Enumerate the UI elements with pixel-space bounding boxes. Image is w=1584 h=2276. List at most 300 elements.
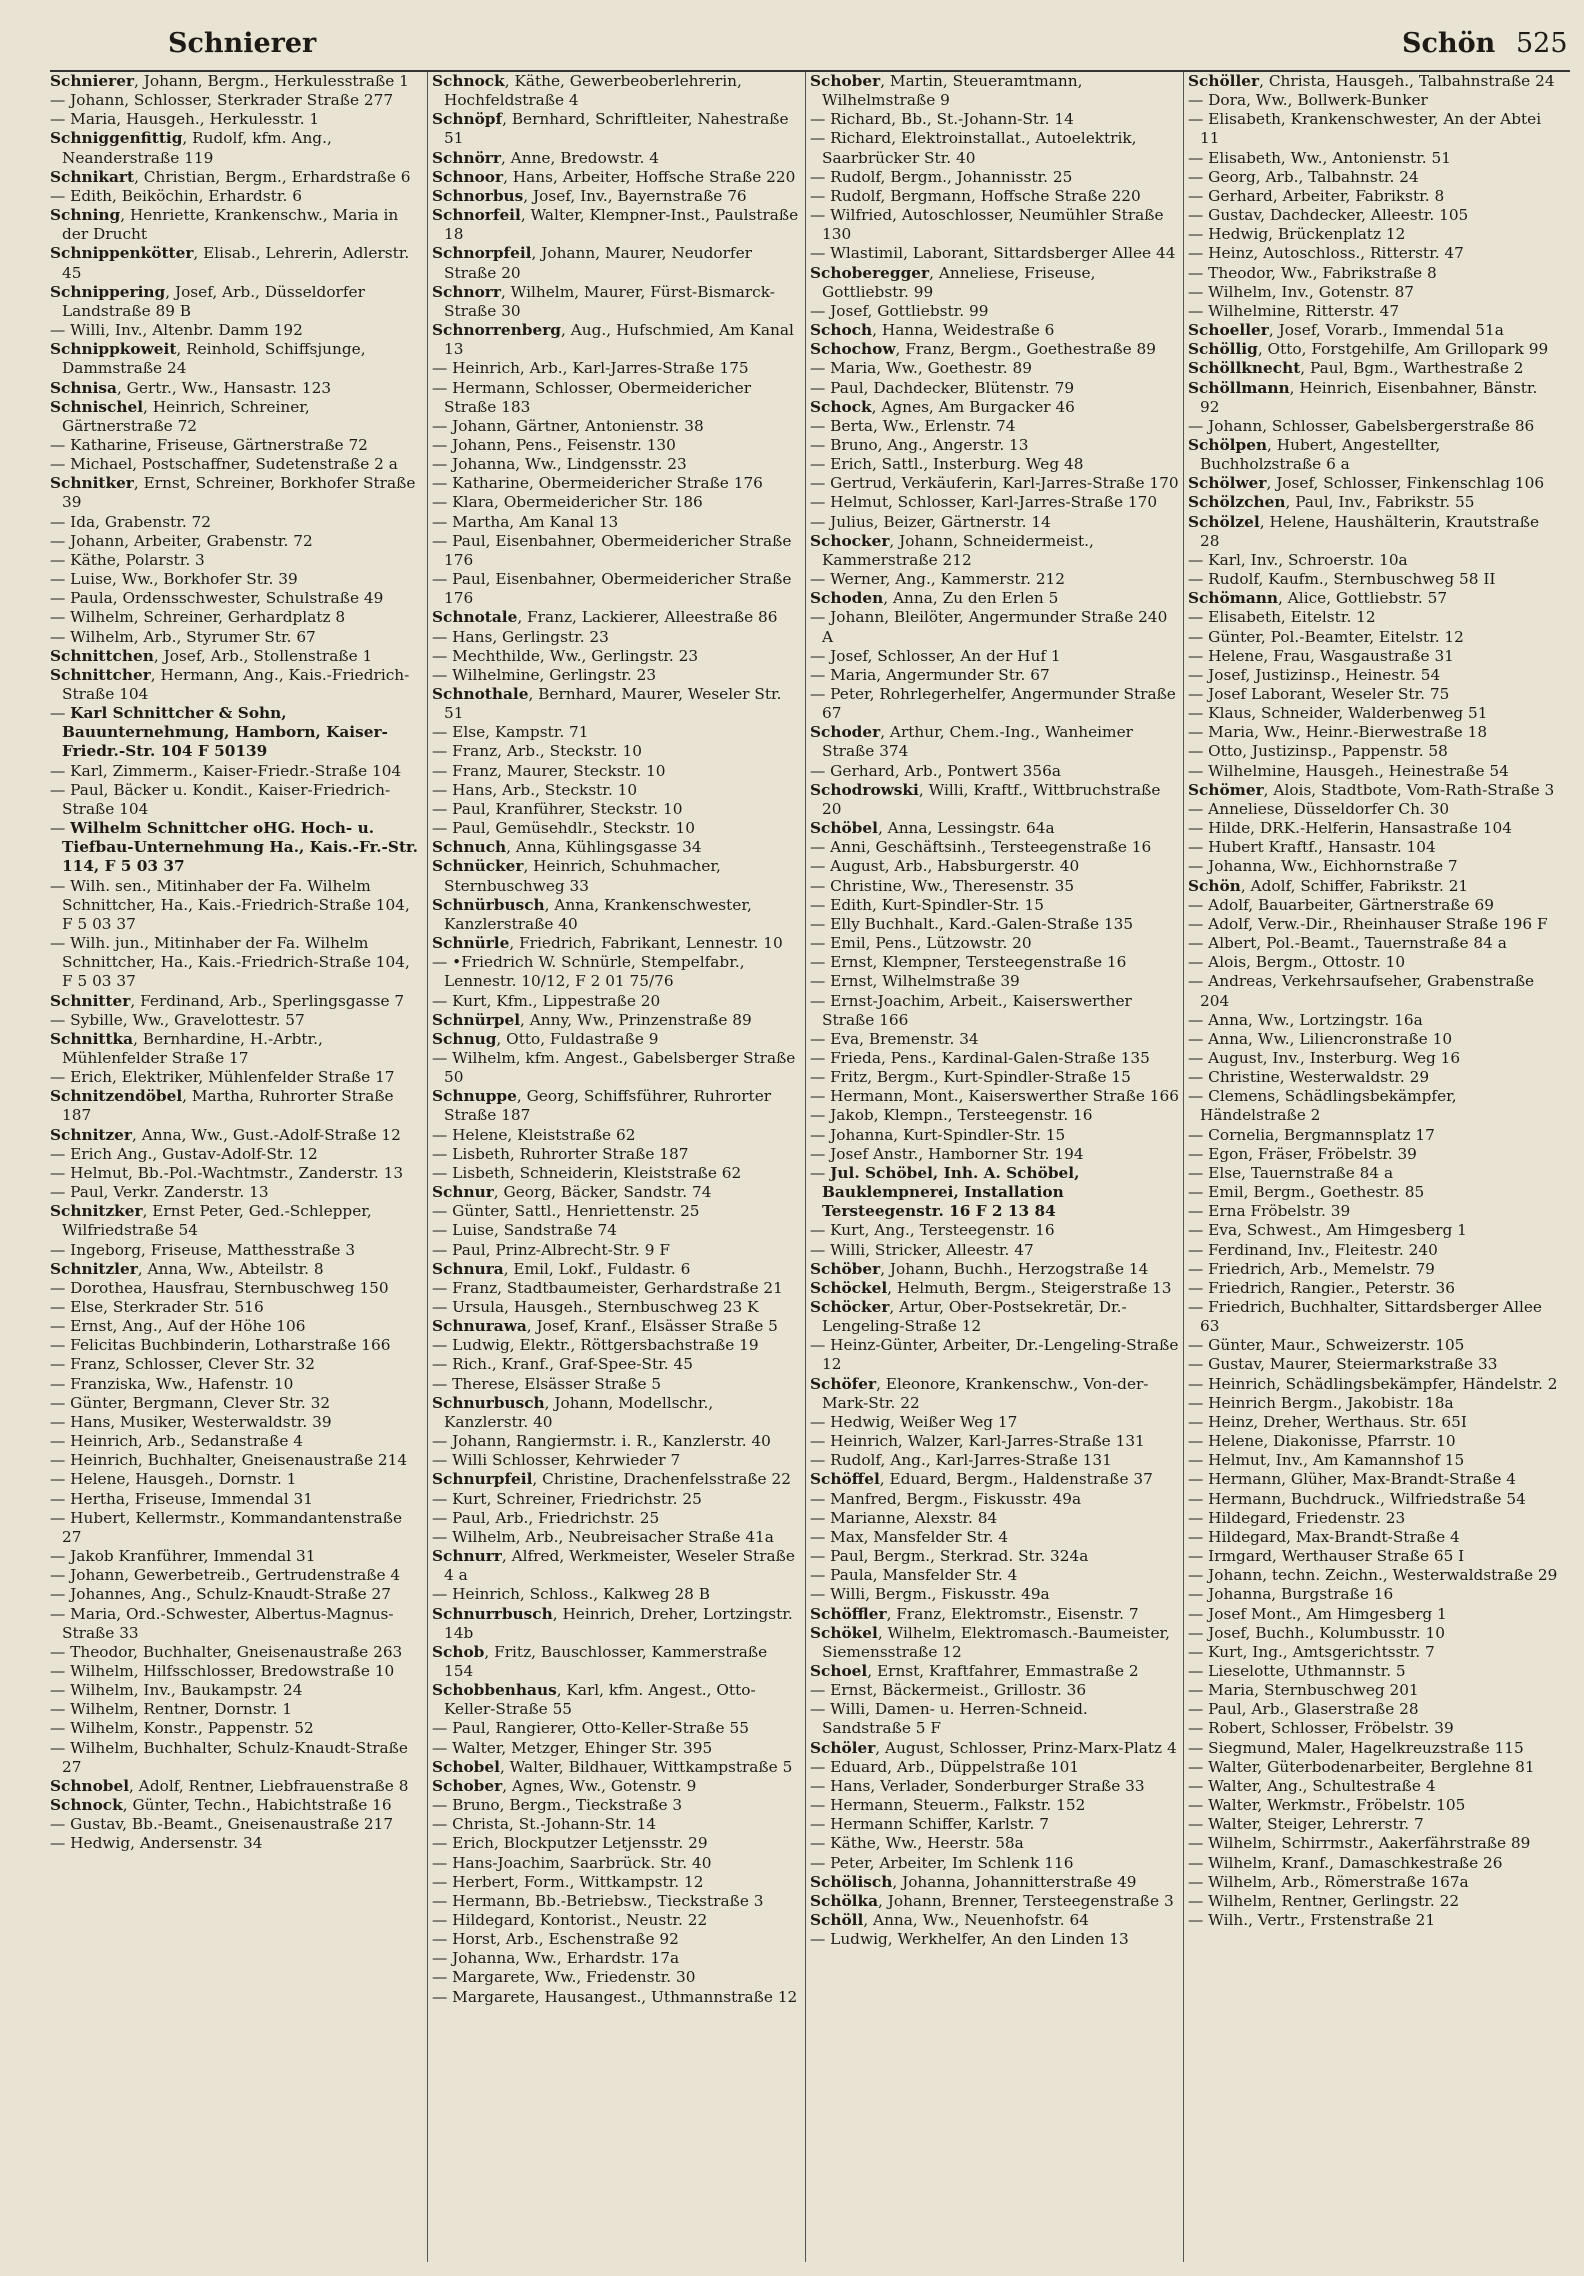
directory-entry [432,1241,801,1260]
entry-surname: Schnorpfeil [432,244,532,263]
entry-text: , Franz, Elektromstr., Eisenstr. 7 [886,1604,1139,1623]
directory-entry [1188,417,1558,436]
entry-text: Wilhelm, Schirrmstr., Aakerfährstraße 89 [1208,1834,1531,1853]
directory-entry [1188,1892,1558,1911]
directory-entry [432,1145,801,1164]
directory-entry [810,513,1179,532]
entry-surname: Schnurbusch [432,1393,545,1412]
entry-text: Klaus, Schneider, Walderbenweg 51 [1208,704,1488,723]
entry-text: Käthe, Ww., Heerstr. 58a [830,1834,1024,1853]
directory-entry [810,1221,1179,1240]
directory-entry [1188,1298,1558,1336]
entry-surname: Schnorr [432,282,501,301]
directory-entry [810,1911,1179,1930]
directory-entry [1188,953,1558,972]
directory-entry [432,1355,801,1374]
column-4 [1184,72,1562,2262]
entry-surname: Schnurpfeil [432,1470,533,1489]
entry-text: , Paul, Bgm., Warthestraße 2 [1300,359,1524,378]
entry-text: Günter, Pol.-Beamter, Eitelstr. 12 [1208,627,1464,646]
directory-entry [50,532,423,551]
entry-text: Hans, Arb., Steckstr. 10 [452,780,638,799]
directory-entry [810,1260,1179,1279]
entry-text: Kurt, Kfm., Lippestraße 20 [452,991,661,1010]
entry-surname: Schnörr [432,148,501,167]
entry-surname: Schnittka [50,1029,134,1048]
entry-text: Johann, Schlosser, Sterkrader Straße 277 [70,91,394,110]
entry-surname: Schnock [432,72,505,90]
entry-text: Hubert Kraftf., Hansastr. 104 [1208,838,1436,857]
entry-text: , Bernhard, Schriftleiter, Nahestraße 51 [444,110,789,148]
entry-text: , Bernhardine, H.-Arbtr., Mühlenfelder Straße 17 [62,1029,323,1067]
entry-surname: Schnock [50,1796,123,1815]
entry-text: Paul, Verkr. Zanderstr. 13 [70,1183,269,1202]
directory-entry [810,1854,1179,1873]
entry-surname: Schnöpf [432,110,503,129]
entry-text: , Anna, Krankenschwester, Kanzlerstraße 40 [444,895,752,933]
entry-text: Wilhelmine, Hausgeh., Heinestraße 54 [1208,761,1509,780]
entry-surname: Schökel [810,1623,878,1642]
directory-entry [50,1470,423,1489]
entry-text: , Paul, Inv., Fabrikstr. 55 [1285,493,1475,512]
entry-text: Clemens, Schädlingsbekämpfer, Händelstraße 2 [1200,1087,1457,1125]
entry-text: Bruno, Ang., Angerstr. 13 [830,435,1029,454]
directory-entry [432,1490,801,1509]
entry-surname: Schnürle [432,934,510,953]
entry-text: Hermann, Bb.-Betriebsw., Tieckstraße 3 [452,1891,764,1910]
directory-entry [810,838,1179,857]
directory-entry [50,934,423,991]
entry-text: Paul, Kranführer, Steckstr. 10 [452,799,683,818]
entry-text: Josef, Buchh., Kolumbusstr. 10 [1208,1623,1445,1642]
directory-entry [1188,723,1558,742]
directory-entry [432,1470,801,1489]
directory-entry [432,781,801,800]
entry-text: Wilhelmine, Ritterstr. 47 [1208,301,1400,320]
directory-entry [50,1777,423,1796]
entry-surname: Schnittcher [50,665,151,684]
entry-text: Horst, Arb., Eschenstraße 92 [452,1930,679,1949]
directory-entry [50,1126,423,1145]
directory-entry [50,1509,423,1547]
directory-entry [50,819,423,876]
directory-entry [810,1777,1179,1796]
directory-entry [50,1298,423,1317]
entry-text: Christa, St.-Johann-Str. 14 [452,1815,657,1834]
entry-text: Erna Fröbelstr. 39 [1208,1202,1351,1221]
directory-entry [50,1202,423,1240]
entry-text: Wilhelm, Rentner, Dornstr. 1 [70,1700,292,1719]
entry-text: Karl, Zimmerm., Kaiser-Friedr.-Straße 104 [70,761,402,780]
directory-entry [432,110,801,148]
directory-entry [810,992,1179,1030]
page-number: 525 [1516,28,1568,59]
entry-text: Else, Tauernstraße 84 a [1208,1163,1394,1182]
directory-entry [1188,1221,1558,1240]
entry-surname: Schnoor [432,167,504,186]
entry-text: , Martha, Ruhrorter Straße 187 [62,1087,394,1125]
entry-surname: Schöller [1188,72,1260,90]
directory-entry [432,762,801,781]
entry-surname: Schöll [810,1911,864,1929]
entry-text: Heinz-Günter, Arbeiter, Dr.-Lengeling-Straße 12 [822,1336,1179,1374]
entry-text: , Anne, Bredowstr. 4 [500,148,659,167]
directory-entry [1188,72,1558,91]
directory-entry [810,819,1179,838]
entry-surname: Schölpen [1188,435,1268,454]
entry-text: Marianne, Alexstr. 84 [830,1508,998,1527]
entry-surname: Schoeller [1188,321,1269,340]
entry-surname: Schölka [810,1891,879,1910]
directory-entry [50,570,423,589]
directory-entry [1188,1470,1558,1489]
directory-entry [1188,896,1558,915]
entry-text: Johann, Gewerbetreib., Gertrudenstraße 4 [70,1566,401,1585]
directory-entry [432,1030,801,1049]
directory-entry [810,398,1179,417]
directory-entry [432,1317,801,1336]
entry-text: , Artur, Ober-Postsekretär, Dr.-Lengeling-Straße 12 [822,1298,1127,1336]
entry-text: , Henriette, Krankenschw., Maria in der Drucht [62,206,399,244]
directory-entry [432,474,801,493]
directory-entry [1188,704,1558,723]
directory-entry [1188,1605,1558,1624]
entry-text: Elisabeth, Krankenschwester, An der Abtei 11 [1200,110,1542,148]
directory-entry [50,1030,423,1068]
directory-entry [810,1279,1179,1298]
entry-text: , Bernhard, Maurer, Weseler Str. 51 [444,685,782,723]
directory-entry [432,513,801,532]
entry-text: Hilde, DRK.-Helferin, Hansastraße 104 [1208,819,1512,838]
directory-entry [50,1183,423,1202]
directory-entry [1188,1451,1558,1470]
entry-surname: Schnorrenberg [432,321,561,340]
directory-entry [1188,647,1558,666]
directory-entry [50,340,423,378]
entry-text: Hermann, Buchdruck., Wilfriedstraße 54 [1208,1489,1526,1508]
entry-text: , Franz, Bergm., Goethestraße 89 [895,340,1156,359]
directory-entry [432,1681,801,1719]
directory-entry [1188,570,1558,589]
entry-text: Hermann Schiffer, Karlstr. 7 [830,1815,1049,1834]
directory-entry [432,1336,801,1355]
header-left-title: Schnierer [168,28,317,59]
directory-entry [810,1298,1179,1336]
directory-entry [432,608,801,627]
entry-text: Friedrich, Arb., Memelstr. 79 [1208,1259,1435,1278]
entry-surname: Schnorfeil [432,206,521,225]
directory-entry [432,1719,801,1738]
entry-text: , Willi, Kraftf., Wittbruchstraße 20 [822,780,1161,818]
entry-text: Jakob Kranführer, Immendal 31 [70,1547,316,1566]
entry-text: Hermann, Steuerm., Falkstr. 152 [830,1796,1086,1815]
entry-text: Richard, Bb., St.-Johann-Str. 14 [830,110,1074,129]
entry-text: Luise, Ww., Borkhofer Str. 39 [70,570,298,589]
directory-entry [50,1432,423,1451]
entry-text: August, Arb., Habsburgerstr. 40 [830,857,1080,876]
entry-text: Ida, Grabenstr. 72 [70,512,212,531]
entry-text: Josef Anstr., Hamborner Str. 194 [830,1144,1084,1163]
entry-text: Johann, Arbeiter, Grabenstr. 72 [70,531,313,550]
entry-text: Johanna, Ww., Eichhornstraße 7 [1208,857,1458,876]
directory-entry [432,570,801,608]
entry-text: , Walter, Klempner-Inst., Paulstraße 18 [444,206,799,244]
directory-entry [432,628,801,647]
entry-surname: Schnippenkötter [50,244,194,263]
directory-entry [1188,244,1558,263]
directory-entry [432,1873,801,1892]
entry-text: Klara, Obermeidericher Str. 186 [452,493,703,512]
directory-entry [1188,1126,1558,1145]
directory-entry [50,1145,423,1164]
entry-text: Wilhelm, Inv., Gotenstr. 87 [1208,282,1415,301]
directory-entry [50,1068,423,1087]
entry-text: Wilhelm, Hilfsschlosser, Bredowstraße 10 [70,1661,395,1680]
entry-surname: Schnura [432,1259,504,1278]
entry-surname: Schobbenhaus [432,1681,557,1700]
directory-entry [1188,1815,1558,1834]
directory-entry [810,1930,1179,1949]
entry-text: Max, Mansfelder Str. 4 [830,1527,1009,1546]
directory-entry [1188,628,1558,647]
directory-entry [432,72,801,110]
entry-text: Richard, Elektroinstallat., Autoelektrik, Saarbrücker Str. 40 [822,129,1137,167]
entry-text: , Alice, Gottliebstr. 57 [1278,589,1448,608]
directory-entry [1188,1796,1558,1815]
entry-text: , Fritz, Bauschlosser, Kammerstraße 154 [444,1642,768,1680]
directory-entry [810,1662,1179,1681]
entry-text: Wilhelm, Arb., Neubreisacher Straße 41a [452,1527,774,1546]
entry-text: , Adolf, Rentner, Liebfrauenstraße 8 [129,1776,409,1795]
entry-surname: Schober [810,72,881,90]
entry-text: Edith, Beiköchin, Erhardstr. 6 [70,186,302,205]
directory-entry [810,1892,1179,1911]
directory-entry [1188,1432,1558,1451]
directory-entry [1188,1662,1558,1681]
entry-text: Willi, Stricker, Alleestr. 47 [830,1240,1034,1259]
entry-surname: Schochow [810,340,896,359]
entry-text: , Christine, Drachenfelsstraße 22 [532,1470,791,1489]
directory-entry [810,1585,1179,1604]
directory-entry [810,608,1179,646]
directory-entry [1188,168,1558,187]
directory-entry [432,1183,801,1202]
entry-text: Christine, Ww., Theresenstr. 35 [830,876,1075,895]
entry-surname: Schnurr [432,1547,502,1566]
entry-surname: Schobel [432,1757,500,1776]
entry-text: Hildegard, Kontorist., Neustr. 22 [452,1911,708,1929]
entry-surname: Schnothale [432,685,529,703]
entry-text: , Emil, Lokf., Fuldastr. 6 [503,1259,691,1278]
directory-entry [810,110,1179,129]
entry-surname: Schnippering [50,282,166,301]
directory-entry [50,551,423,570]
entry-text: Therese, Elsässer Straße 5 [452,1374,662,1393]
entry-text: August, Inv., Insterburg. Weg 16 [1208,1048,1461,1067]
entry-text: , Johann, Buchh., Herzogstraße 14 [880,1259,1149,1278]
directory-entry [50,1279,423,1298]
entry-text: Wilh. jun., Mitinhaber der Fa. Wilhelm Schnittcher, Ha., Kais.-Friedrich-Straße 104, F 5 03 37 [62,934,410,991]
directory-entry [1188,819,1558,838]
entry-text: , Käthe, Gewerbeoberlehrerin, Hochfeldstraße 4 [444,72,742,110]
directory-entry [50,781,423,819]
directory-entry [1188,1834,1558,1853]
directory-entry [810,762,1179,781]
directory-entry [50,1605,423,1643]
entry-surname: Schömann [1188,589,1279,608]
directory-entry [432,1739,801,1758]
entry-text: Gertrud, Verkäuferin, Karl-Jarres-Straße 170 [830,474,1179,493]
entry-surname: Schnuch [432,838,507,857]
entry-text: Günter, Bergmann, Clever Str. 32 [70,1393,331,1412]
directory-entry [1188,225,1558,244]
entry-surname: Schning [50,206,121,225]
directory-entry [810,455,1179,474]
entry-text: , Hanna, Weidestraße 6 [872,321,1055,340]
entry-text: , Johann, Maurer, Neudorfer Straße 20 [444,244,752,282]
entry-text: Michael, Postschaffner, Sudetenstraße 2 a [70,455,398,474]
entry-text: Anna, Ww., Lortzingstr. 16a [1208,1010,1423,1029]
entry-text: Herbert, Form., Wittkampstr. 12 [452,1872,704,1891]
directory-entry [1188,742,1558,761]
directory-entry [1188,283,1558,302]
entry-text: , Alois, Stadtbote, Vom-Rath-Straße 3 [1263,780,1555,799]
entry-text: Paul, Eisenbahner, Obermeidericher Straße 176 [444,570,792,608]
directory-entry [432,321,801,359]
entry-text: Willi, Inv., Altenbr. Damm 192 [70,321,303,340]
directory-entry [810,781,1179,819]
entry-text: Wilhelm, Inv., Baukampstr. 24 [70,1681,303,1700]
entry-surname: Schodrowski [810,780,919,799]
entry-text: Josef Mont., Am Himgesberg 1 [1208,1604,1447,1623]
directory-entry [50,1815,423,1834]
directory-entry [1188,110,1558,148]
entry-text: , Alfred, Werkmeister, Weseler Straße 4 a [444,1547,795,1585]
directory-entry [432,493,801,512]
entry-text: Rudolf, Kaufm., Sternbuschweg 58 II [1208,570,1496,589]
entry-text: Siegmund, Maler, Hagelkreuzstraße 115 [1208,1738,1524,1757]
entry-text: Albert, Pol.-Beamt., Tauernstraße 84 a [1208,934,1507,953]
entry-text: Lisbeth, Schneiderin, Kleiststraße 62 [452,1163,742,1182]
directory-entry [1188,1777,1558,1796]
entry-text: Eduard, Arb., Düppelstraße 101 [830,1757,1080,1776]
directory-entry [810,1739,1179,1758]
directory-entry [810,302,1179,321]
directory-entry [1188,359,1558,378]
directory-entry [1188,1739,1558,1758]
entry-text: , Walter, Bildhauer, Wittkampstraße 5 [499,1757,793,1776]
directory-entry [1188,1375,1558,1394]
entry-surname: Schnürpel [432,1010,521,1029]
directory-entry [432,1049,801,1087]
directory-entry [50,877,423,934]
directory-entry [432,800,801,819]
entry-text: Willi, Bergm., Fiskusstr. 49a [830,1585,1050,1604]
entry-text: Elisabeth, Ww., Antonienstr. 51 [1208,148,1451,167]
column-2 [428,72,806,2262]
entry-text: , Johann, Schneidermeist., Kammerstraße 212 [822,531,1094,569]
directory-entry [810,685,1179,723]
directory-entry [432,1087,801,1125]
entry-text: Peter, Rohrlegerhelfer, Angermunder Straße 67 [822,685,1176,723]
directory-entry [432,283,801,321]
directory-entry [810,1758,1179,1777]
entry-text: Günter, Maur., Schweizerstr. 105 [1208,1336,1465,1355]
entry-text: Heinrich, Schädlingsbekämpfer, Händelstr. 2 [1208,1374,1558,1393]
entry-text: , Friedrich, Fabrikant, Lennestr. 10 [509,934,783,953]
directory-entry [432,455,801,474]
entry-surname: Schnitzendöbel [50,1087,183,1106]
directory-entry [810,340,1179,359]
entry-text: Ferdinand, Inv., Fleitestr. 240 [1208,1240,1438,1259]
directory-entry [432,379,801,417]
directory-entry [432,1834,801,1853]
directory-entry [810,877,1179,896]
entry-text: Franz, Schlosser, Clever Str. 32 [70,1355,315,1374]
directory-entry [1188,149,1558,168]
directory-entry [432,1451,801,1470]
entry-text: , Agnes, Am Burgacker 46 [871,397,1075,416]
directory-entry [1188,264,1558,283]
directory-entry [810,1796,1179,1815]
entry-surname: Schnittchen [50,646,154,665]
directory-entry [810,321,1179,340]
entry-surname: Schob [432,1642,485,1661]
directory-entry [50,1739,423,1777]
directory-entry [1188,187,1558,206]
directory-entry [1188,1355,1558,1374]
entry-text: Kurt, Ing., Amtsgerichtsstr. 7 [1208,1642,1435,1661]
directory-entry [1188,1585,1558,1604]
directory-entry [432,1968,801,1987]
directory-entry [50,321,423,340]
directory-entry [50,244,423,282]
directory-entry [50,1834,423,1853]
directory-entry [810,1834,1179,1853]
entry-text: Lisbeth, Ruhrorter Straße 187 [452,1144,689,1163]
entry-text: Rich., Kranf., Graf-Spee-Str. 45 [452,1355,693,1374]
directory-entry [50,379,423,398]
entry-text: , Christa, Hausgeh., Talbahnstraße 24 [1259,72,1555,90]
entry-text: Hertha, Friseuse, Immendal 31 [70,1489,314,1508]
entry-text: , Josef, Schlosser, Finkenschlag 106 [1266,474,1545,493]
directory-entry [432,206,801,244]
directory-entry [810,934,1179,953]
entry-text: , Gertr., Ww., Hansastr. 123 [116,378,332,397]
entry-text: Heinz, Dreher, Werthaus. Str. 65I [1208,1412,1467,1431]
entry-text: Helmut, Bb.-Pol.-Wachtmstr., Zanderstr. 13 [70,1163,404,1182]
entry-text: Katharine, Friseuse, Gärtnerstraße 72 [70,435,368,454]
entry-text: Erich, Elektriker, Mühlenfelder Straße 17 [70,1068,395,1087]
entry-text: , Eleonore, Krankenschw., Von-der-Mark-Str. 22 [822,1374,1149,1412]
directory-entry [810,1700,1179,1738]
entry-text: Hans, Verlader, Sonderburger Straße 33 [830,1776,1145,1795]
entry-text: , Heinrich, Schuhmacher, Sternbuschweg 33 [444,857,721,895]
entry-surname: Schölwer [1188,474,1267,493]
entry-text: , Wilhelm, Elektromasch.-Baumeister, Siemensstraße 12 [822,1623,1170,1661]
entry-text: , Johanna, Johannitterstraße 49 [892,1872,1137,1891]
entry-text: Johann, Schlosser, Gabelsbergerstraße 86 [1208,416,1535,435]
directory-entry [50,628,423,647]
directory-entry [1188,1011,1558,1030]
entry-text: Jul. Schöbel, Inh. A. Schöbel, Bauklempnerei, Installation Tersteegenstr. 16 F 2 13 84 [822,1163,1080,1221]
directory-entry [50,589,423,608]
directory-entry [1188,1700,1558,1719]
entry-text: , Anneliese, Friseuse, Gottliebstr. 99 [822,263,1096,301]
directory-entry [1188,877,1558,896]
entry-text: Johann, Gärtner, Antonienstr. 38 [452,416,704,435]
entry-text: Walter, Metzger, Ehinger Str. 395 [452,1738,713,1757]
